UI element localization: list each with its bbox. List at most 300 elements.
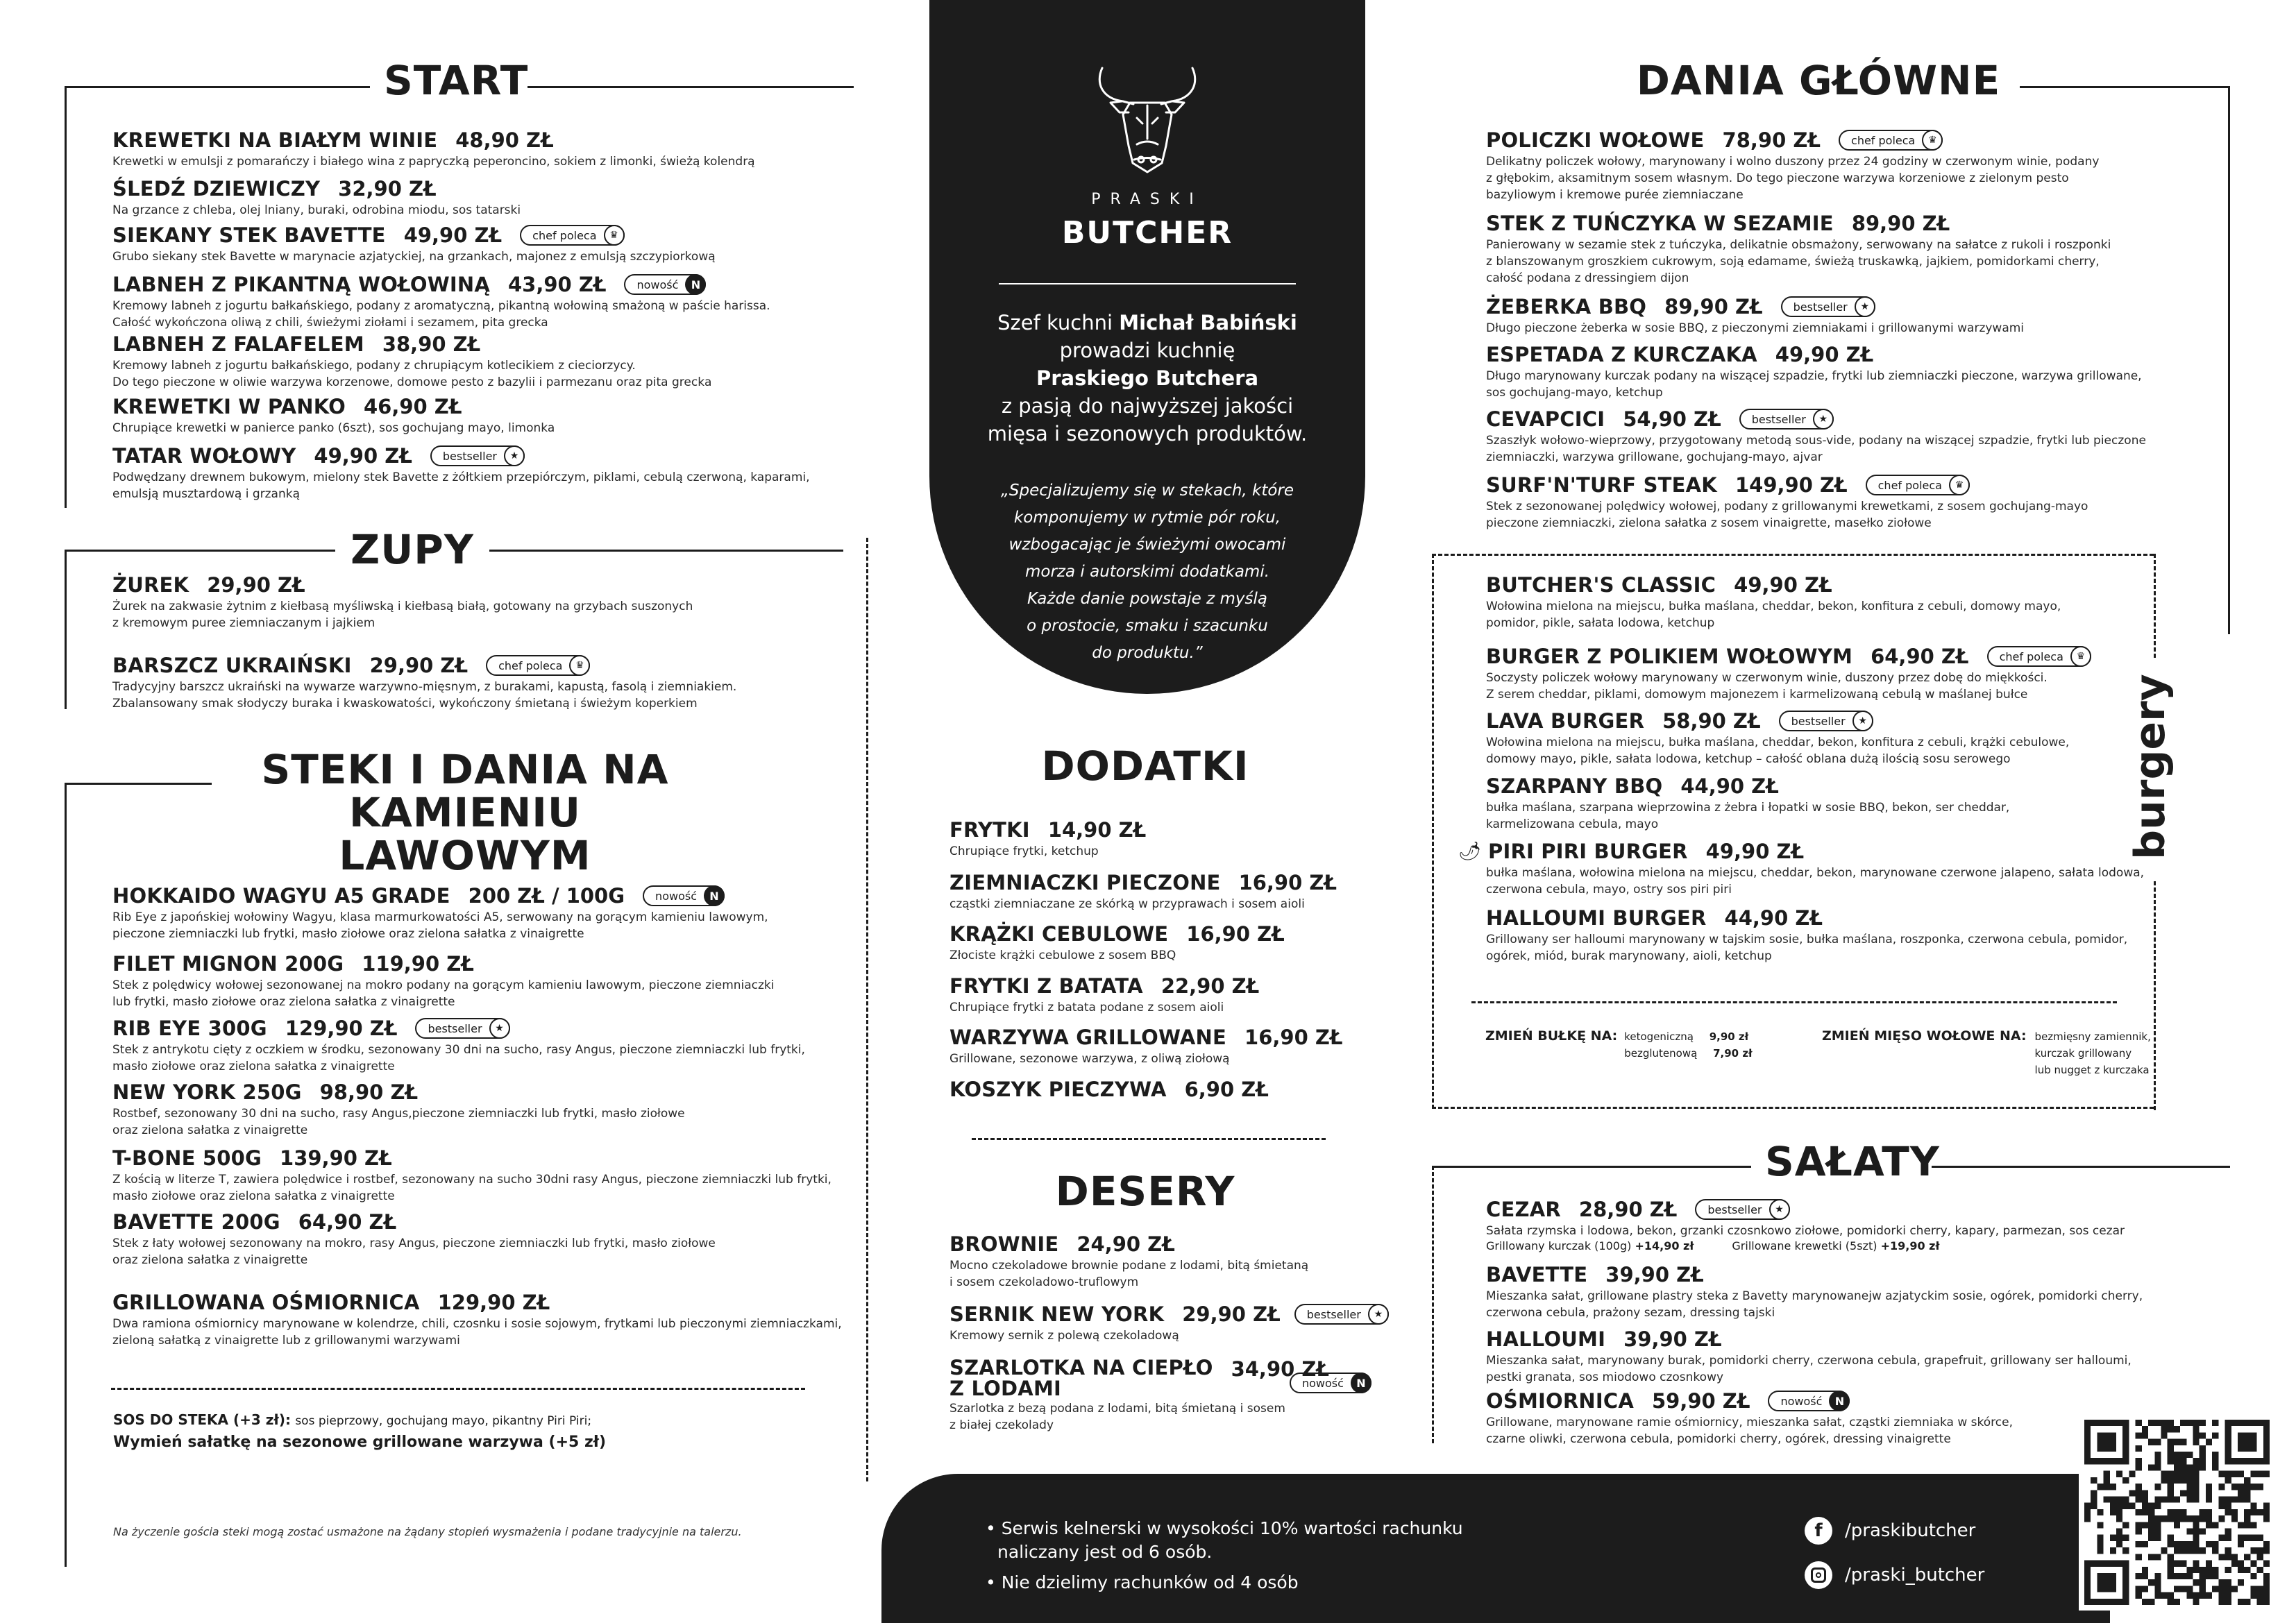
qr-module <box>2168 1535 2174 1541</box>
qr-module <box>2238 1484 2244 1490</box>
menu-item <box>949 974 1259 1016</box>
menu-item-head <box>112 395 555 418</box>
menu-item-description: Szarlotka z bezą podana z lodami, bitą śmietaną i sosem <box>949 1402 1285 1416</box>
menu-item-head <box>112 654 736 677</box>
qr-module <box>2263 1503 2270 1509</box>
bull-logo-icon <box>1095 62 1199 180</box>
qr-module <box>2122 1477 2129 1484</box>
qr-module <box>2122 1522 2129 1528</box>
qr-module <box>2200 1432 2206 1438</box>
qr-module <box>2142 1496 2148 1502</box>
bun-swap <box>1485 1028 1753 1062</box>
qr-module <box>2136 1432 2142 1438</box>
menu-item-name: ŚLEDŹ DZIEWICZY <box>112 177 321 201</box>
menu-item-price: 78,90 ZŁ <box>1722 128 1821 152</box>
intro-quote-line: morza i autorskimi dodatkami. <box>1024 563 1270 581</box>
qr-module <box>2225 1547 2231 1554</box>
qr-module <box>2174 1458 2180 1464</box>
menu-item-description: Do tego pieczone w oliwie warzywa korzenowe, domowe pesto z bazylii i parmezanu oraz pita greckа <box>112 375 712 389</box>
qr-module <box>2168 1592 2174 1599</box>
meat-option: kurczak grillowany <box>2034 1047 2132 1060</box>
intro-quote-line: komponujemy w rytmie pór roku, <box>1013 509 1281 527</box>
menu-item-price: 32,90 ZŁ <box>338 177 437 201</box>
qr-module <box>2136 1509 2142 1515</box>
medal-icon: ★ <box>1769 1199 1790 1220</box>
qr-module <box>2097 1432 2116 1452</box>
bun-option-keto-price: 9,90 zł <box>1709 1030 1749 1043</box>
qr-module <box>2212 1458 2218 1464</box>
qr-module <box>2238 1490 2244 1496</box>
menu-item-head <box>1486 709 2069 733</box>
menu-item-description: czerwona cebula, mayo, ostry sos piri piri <box>1486 883 1732 897</box>
intro-quote <box>929 477 1365 667</box>
qr-module <box>2257 1567 2263 1573</box>
qr-module <box>2180 1541 2186 1547</box>
qr-module <box>2180 1471 2186 1477</box>
qr-module <box>2200 1579 2206 1586</box>
menu-item-name: FRYTKI <box>949 818 1030 842</box>
qr-module <box>2122 1547 2129 1554</box>
qr-module <box>2200 1509 2206 1515</box>
qr-module <box>2257 1592 2263 1599</box>
menu-item-description: emulsją musztardową i grzanką <box>112 487 301 501</box>
chef-hat-icon: ♛ <box>569 655 590 676</box>
menu-item-description: Wołowina mielona na miejscu, bułka maślana, cheddar, bekon, konfitura z cebuli, domowy mayo, <box>1486 600 2061 613</box>
qr-module <box>2206 1490 2212 1496</box>
badge-chef <box>1866 475 1970 495</box>
new-icon: N <box>704 885 725 906</box>
facebook-handle: /praskibutcher <box>1845 1520 1976 1541</box>
qr-module <box>2084 1515 2091 1522</box>
qr-module <box>2148 1579 2154 1586</box>
instagram-handle: /praski_butcher <box>1845 1565 1985 1586</box>
qr-module <box>2218 1554 2225 1560</box>
qr-module <box>2129 1503 2135 1509</box>
qr-module <box>2154 1522 2161 1528</box>
menu-item <box>112 1210 716 1268</box>
qr-module <box>2180 1509 2186 1515</box>
badge-label: chef poleca <box>1999 649 2063 663</box>
qr-module <box>2186 1515 2193 1522</box>
qr-module <box>2225 1586 2231 1592</box>
qr-module <box>2186 1471 2193 1477</box>
qr-module <box>2097 1573 2116 1592</box>
sauce-info <box>113 1411 606 1451</box>
menu-item-description: domowy mayo, pikle, sałata lodowa, ketchup – całość oblana dużą ilością sosu serowego <box>1486 752 2011 766</box>
qr-module <box>2250 1471 2256 1477</box>
menu-item-description: z białej czekolady <box>949 1418 1054 1432</box>
qr-module <box>2200 1573 2206 1579</box>
menu-item-description: Rib Eye z japońskiej wołowiny Wagyu, klasa marmurkowatości A5, serwowany na gorącym kamieniu lawowym, <box>112 910 768 924</box>
menu-item <box>112 177 521 219</box>
qr-module <box>2174 1599 2180 1605</box>
qr-module <box>2206 1439 2212 1445</box>
qr-module <box>2193 1579 2200 1586</box>
salad-swap: Wymień sałatkę na sezonowe grillowane warzywa (+5 zł) <box>113 1434 606 1451</box>
qr-module <box>2193 1599 2200 1605</box>
qr-module <box>2193 1484 2200 1490</box>
zupy-frame-top-right <box>489 550 843 552</box>
qr-module <box>2206 1561 2212 1567</box>
intro-quote-line: o prostocie, smaku i szacunku <box>1027 617 1268 635</box>
qr-module <box>2174 1477 2180 1484</box>
qr-module <box>2231 1561 2238 1567</box>
qr-module <box>2263 1592 2270 1599</box>
menu-item <box>949 818 1146 860</box>
qr-module <box>2097 1535 2103 1541</box>
menu-item-name: BURGER Z POLIKIEM WOŁOWYM <box>1486 645 1853 668</box>
burgery-box-right-top <box>2154 554 2156 658</box>
qr-module <box>2148 1515 2154 1522</box>
qr-code[interactable] <box>2079 1414 2275 1611</box>
qr-module <box>2206 1522 2212 1528</box>
medal-icon: ★ <box>1855 296 1875 317</box>
qr-module <box>2116 1515 2122 1522</box>
menu-item-name: FILET MIGNON 200G <box>112 952 344 976</box>
qr-module <box>2186 1592 2193 1599</box>
chili-icon: 🌶 <box>1458 841 1482 862</box>
menu-item-price: 98,90 ZŁ <box>319 1080 419 1104</box>
qr-module <box>2142 1541 2148 1547</box>
qr-module <box>2244 1535 2250 1541</box>
menu-item-description: pieczone ziemniaczki lub frytki, masło ziołowe oraz zielona sałatka z vinaigrette <box>112 927 584 941</box>
qr-module <box>2250 1592 2256 1599</box>
chef-hat-icon: ♛ <box>604 225 625 246</box>
qr-module <box>2142 1567 2148 1573</box>
menu-item-description: pomidor, pikle, sałata lodowa, ketchup <box>1486 616 1715 630</box>
menu-item <box>1486 343 2142 401</box>
menu-item-head <box>112 1291 842 1314</box>
start-title: START <box>370 57 527 104</box>
qr-module <box>2193 1592 2200 1599</box>
qr-module <box>2174 1496 2180 1502</box>
menu-item-name: BAVETTE 200G <box>112 1210 280 1234</box>
qr-module <box>2142 1599 2148 1605</box>
qr-module <box>2168 1509 2174 1515</box>
menu-item-head <box>949 922 1285 946</box>
qr-module <box>2218 1535 2225 1541</box>
menu-item-description: z blanszowanym groszkiem cukrowym, soją edamame, świeżą truskawką, jajkiem, pomidorkami cherry, <box>1486 255 2100 269</box>
qr-module <box>2250 1503 2256 1509</box>
qr-module <box>2136 1445 2142 1452</box>
qr-module <box>2238 1471 2244 1477</box>
qr-module <box>2200 1420 2206 1426</box>
menu-item-description: Grillowany ser halloumi marynowany w tajskim sosie, bułka maślana, roszponka, czerwona cebula, pomidor, <box>1486 933 2128 946</box>
instagram-icon <box>1805 1561 1832 1589</box>
menu-item-price: 29,90 ZŁ <box>207 573 305 597</box>
qr-module <box>2142 1503 2148 1509</box>
menu-item-description: bułka maślana, wołowina mielona na miejscu, cheddar, bekon, marynowane czerwone jalapeno, sałata lodowa, <box>1486 866 2145 880</box>
menu-item-description: masło ziołowe oraz zielona sałatka z vinaigrette <box>112 1189 395 1203</box>
qr-module <box>2161 1432 2167 1438</box>
badge-chef <box>1987 646 2091 667</box>
qr-module <box>2154 1586 2161 1592</box>
qr-module <box>2244 1484 2250 1490</box>
glowne-title: DANIA GŁÓWNE <box>1617 57 2020 104</box>
intro-line4: z pasją do najwyższej jakości <box>1001 394 1294 418</box>
qr-module <box>2148 1503 2154 1509</box>
qr-module <box>2180 1464 2186 1470</box>
menu-item-name: ŻEBERKA BBQ <box>1486 295 1647 318</box>
qr-module <box>2154 1573 2161 1579</box>
qr-module <box>2212 1547 2218 1554</box>
qr-module <box>2218 1503 2225 1509</box>
qr-module <box>2257 1509 2263 1515</box>
qr-module <box>2110 1535 2116 1541</box>
menu-item <box>949 922 1285 964</box>
qr-module <box>2154 1439 2161 1445</box>
qr-module <box>2091 1477 2097 1484</box>
menu-item-description: całość podana z dressingiem dijon <box>1486 271 1689 285</box>
qr-module <box>2225 1477 2231 1484</box>
menu-item-name-line2: Z LODAMI <box>949 1377 1061 1400</box>
menu-item-description: Dwa ramiona ośmiornicy marynowane w kolendrze, chili, czosnku i sosie sojowym, frytkami lub pieczonymi ziemniaczkami, <box>112 1317 842 1331</box>
facebook-icon: f <box>1805 1517 1832 1545</box>
menu-item-price: 22,90 ZŁ <box>1160 974 1260 998</box>
menu-item-head <box>1486 128 2099 152</box>
menu-item-head <box>112 177 521 201</box>
menu-item <box>112 395 555 436</box>
qr-module <box>2212 1567 2218 1573</box>
menu-item <box>112 223 716 265</box>
menu-item-name: BUTCHER'S CLASSIC <box>1486 573 1716 597</box>
steki-title-line1: STEKI I DANIA NA <box>261 746 669 793</box>
qr-module <box>2200 1592 2206 1599</box>
qr-module <box>2148 1439 2154 1445</box>
qr-module <box>2136 1592 2142 1599</box>
qr-module <box>2225 1503 2231 1509</box>
qr-module <box>2193 1490 2200 1496</box>
menu-item-price: 48,90 ZŁ <box>455 128 554 152</box>
qr-module <box>2250 1573 2256 1579</box>
qr-module <box>2174 1452 2180 1458</box>
menu-item-name: KOSZYK PIECZYWA <box>949 1078 1167 1101</box>
qr-module <box>2142 1509 2148 1515</box>
menu-item-price: 39,90 ZŁ <box>1605 1263 1704 1286</box>
qr-module <box>2257 1599 2263 1605</box>
burgery-box-right-bottom <box>2154 881 2156 1110</box>
desery-title: DESERY <box>1055 1168 1235 1215</box>
intro-quote-line: „Specjalizujemy się w stekach, które <box>1000 482 1294 500</box>
menu-item-price: 49,90 ZŁ <box>1705 840 1805 863</box>
menu-item-description: Chrupiące frytki, ketchup <box>949 844 1099 858</box>
badge-label: nowość <box>655 889 697 903</box>
qr-module <box>2263 1515 2270 1522</box>
menu-item-name: HALLOUMI BURGER <box>1486 906 1707 930</box>
qr-module <box>2200 1445 2206 1452</box>
menu-item-description: z głębokim, aksamitnym sosem własnym. Do tego pieczone warzywa korzeniowe z zielonym pesto <box>1486 171 2069 185</box>
menu-item <box>112 654 736 712</box>
qr-module <box>2174 1426 2180 1432</box>
cezar-addon-chicken: Grillowany kurczak (100g) <box>1486 1239 1632 1252</box>
menu-item-description: Na grzance z chleba, olej lniany, buraki, odrobina miodu, sos tatarski <box>112 203 521 217</box>
qr-module <box>2168 1458 2174 1464</box>
qr-module <box>2154 1464 2161 1470</box>
menu-item-price: 59,90 ZŁ <box>1651 1389 1750 1413</box>
qr-module <box>2186 1529 2193 1535</box>
menu-item-description: Grubo siekany stek Bavette w marynacie azjatyckiej, na grzankach, majonez z emulsją szczypiorkową <box>112 250 716 264</box>
menu-item-name: CEZAR <box>1486 1198 1561 1221</box>
facebook-link[interactable] <box>1805 1517 1975 1545</box>
menu-item <box>949 1232 1308 1291</box>
qr-module <box>2180 1420 2186 1426</box>
steki-title-line2: KAMIENIU LAWOWYM <box>339 789 591 879</box>
intro-line1a: Szef kuchni <box>997 311 1120 334</box>
bun-option-keto: ketogeniczną <box>1624 1030 1694 1043</box>
menu-item-description: Kremowy labneh z jogurtu bałkańskiego, podany z aromatyczną, pikantną wołowiną smażoną w paście harissa. <box>112 299 770 313</box>
qr-module <box>2161 1426 2167 1432</box>
qr-module <box>2154 1503 2161 1509</box>
meat-option: lub nugget z kurczaka <box>2034 1064 2150 1076</box>
menu-item-price: 16,90 ZŁ <box>1244 1026 1343 1049</box>
menu-item-price: 28,90 ZŁ <box>1578 1198 1678 1221</box>
badge-label: nowość <box>636 278 679 291</box>
qr-module <box>2142 1432 2148 1438</box>
menu-item-price: 64,90 ZŁ <box>298 1210 397 1234</box>
qr-module <box>2116 1535 2122 1541</box>
qr-module <box>2161 1496 2167 1502</box>
medal-icon: ★ <box>1852 711 1873 731</box>
menu-item <box>112 952 775 1010</box>
qr-module <box>2174 1515 2180 1522</box>
qr-module <box>2231 1554 2238 1560</box>
steki-frame-left <box>65 783 67 1567</box>
qr-module <box>2212 1464 2218 1470</box>
zupy-title: ZUPY <box>335 526 489 573</box>
qr-module <box>2136 1554 2142 1560</box>
cezar-addon-chicken-price: +14,90 zł <box>1635 1239 1694 1252</box>
menu-item-description: Złociste krążki cebulowe z sosem BBQ <box>949 949 1176 962</box>
qr-module <box>2180 1515 2186 1522</box>
qr-module <box>2161 1515 2167 1522</box>
menu-item-name: CEVAPCICI <box>1486 407 1605 431</box>
qr-module <box>2200 1586 2206 1592</box>
menu-item-description: Z kością w literze T, zawiera polędwice i rostbef, sezonowany na sucho 30dni rasy Angus, pieczone ziemniaczki lub frytki, <box>112 1173 832 1187</box>
menu-item-head <box>1486 645 2091 668</box>
qr-module <box>2154 1592 2161 1599</box>
qr-module <box>2154 1496 2161 1502</box>
qr-module <box>2180 1439 2186 1445</box>
menu-item <box>112 128 755 170</box>
qr-code-icon <box>2084 1420 2270 1605</box>
qr-module <box>2161 1420 2167 1426</box>
qr-module <box>2257 1586 2263 1592</box>
qr-module <box>2154 1579 2161 1586</box>
qr-module <box>2193 1561 2200 1567</box>
qr-module <box>2168 1561 2174 1567</box>
qr-module <box>2091 1490 2097 1496</box>
menu-item-head <box>1486 407 2146 431</box>
badge-label: chef poleca <box>1877 478 1942 492</box>
footer-band <box>881 1474 2110 1623</box>
menu-item-head <box>949 1026 1343 1049</box>
qr-module <box>2180 1490 2186 1496</box>
qr-module <box>2186 1484 2193 1490</box>
menu-item-head <box>949 1078 1269 1101</box>
menu-item-name: GRILLOWANA OŚMIORNICA <box>112 1291 420 1314</box>
qr-module <box>2206 1592 2212 1599</box>
qr-module <box>2161 1477 2167 1484</box>
menu-item-description: Grillowane, marynowane ramie ośmiornicy, mieszanka sałat, cząstki ziemniaka w skórce, <box>1486 1416 2013 1429</box>
menu-item-head <box>112 1017 805 1040</box>
menu-item-price: 38,90 ZŁ <box>382 332 481 356</box>
menu-item-head <box>1486 573 2061 597</box>
qr-module <box>2148 1599 2154 1605</box>
qr-module <box>2110 1509 2116 1515</box>
qr-module <box>2097 1541 2103 1547</box>
meat-swap-options <box>2035 1028 2151 1078</box>
qr-module <box>2161 1592 2167 1599</box>
menu-item-price: 14,90 ZŁ <box>1047 818 1147 842</box>
qr-module <box>2154 1554 2161 1560</box>
menu-item <box>1486 407 2146 466</box>
medal-icon: ★ <box>1813 409 1834 430</box>
qr-module <box>2193 1471 2200 1477</box>
qr-module <box>2097 1484 2103 1490</box>
meat-swap-label: ZMIEŃ MIĘSO WOŁOWE NA: <box>1822 1028 2027 1044</box>
chef-hat-icon: ♛ <box>1922 130 1943 151</box>
menu-item-name: KREWETKI W PANKO <box>112 395 346 418</box>
qr-module <box>2244 1477 2250 1484</box>
qr-module <box>2154 1484 2161 1490</box>
qr-module <box>2218 1515 2225 1522</box>
qr-module <box>2200 1567 2206 1573</box>
menu-item-head <box>1486 295 2024 318</box>
qr-module <box>2225 1471 2231 1477</box>
qr-module <box>2250 1561 2256 1567</box>
qr-module <box>2148 1529 2154 1535</box>
qr-module <box>2212 1586 2218 1592</box>
qr-module <box>2186 1547 2193 1554</box>
badge-label: bestseller <box>428 1021 482 1035</box>
qr-module <box>2168 1439 2174 1445</box>
qr-module <box>2225 1509 2231 1515</box>
menu-item-description: bułka maślana, szarpana wieprzowina z żebra i łopatki w sosie BBQ, bekon, ser cheddar, <box>1486 801 2010 815</box>
qr-module <box>2231 1509 2238 1515</box>
menu-item-description: pestki granata, sos miodowo czosnkowy <box>1486 1370 1724 1384</box>
qr-module <box>2174 1439 2180 1445</box>
intro-line5: mięsa i sezonowych produktów. <box>987 422 1308 445</box>
badge-label: chef poleca <box>1851 133 1916 147</box>
menu-item <box>1486 473 2088 532</box>
qr-module <box>2263 1561 2270 1567</box>
menu-item-description: i sosem czekoladowo-truflowym <box>949 1275 1139 1289</box>
menu-item-price: 39,90 ZŁ <box>1623 1327 1722 1351</box>
menu-item-name: RIB EYE 300G <box>112 1017 267 1040</box>
menu-item <box>112 1080 685 1139</box>
instagram-link[interactable] <box>1805 1561 1984 1589</box>
badge-best <box>1739 409 1834 430</box>
menu-item-description: ziemniaczki, warzywa grillowane, gochujang-mayo, ajvar <box>1486 450 1823 464</box>
qr-module <box>2231 1586 2238 1592</box>
qr-module <box>2250 1484 2256 1490</box>
zupy-frame-left <box>65 550 67 709</box>
burgery-side-label: burgery <box>2126 670 2181 864</box>
menu-item-price: 6,90 ZŁ <box>1184 1078 1269 1101</box>
qr-module <box>2116 1529 2122 1535</box>
qr-module <box>2238 1541 2244 1547</box>
qr-module <box>2186 1541 2193 1547</box>
start-frame-top-left <box>65 86 370 88</box>
menu-item-head <box>949 1302 1389 1326</box>
menu-item-price: 58,90 ZŁ <box>1662 709 1761 733</box>
qr-module <box>2244 1509 2250 1515</box>
badge-label: bestseller <box>442 449 497 463</box>
menu-item-price: 49,90 ZŁ <box>314 444 412 468</box>
qr-module <box>2218 1471 2225 1477</box>
sauce-text: sos pieprzowy, gochujang mayo, pikantny Piri Piri; <box>295 1414 592 1428</box>
menu-item-description: Soczysty policzek wołowy marynowany w czerwonym winie, duszony przez dobę do miękkości. <box>1486 671 2048 685</box>
